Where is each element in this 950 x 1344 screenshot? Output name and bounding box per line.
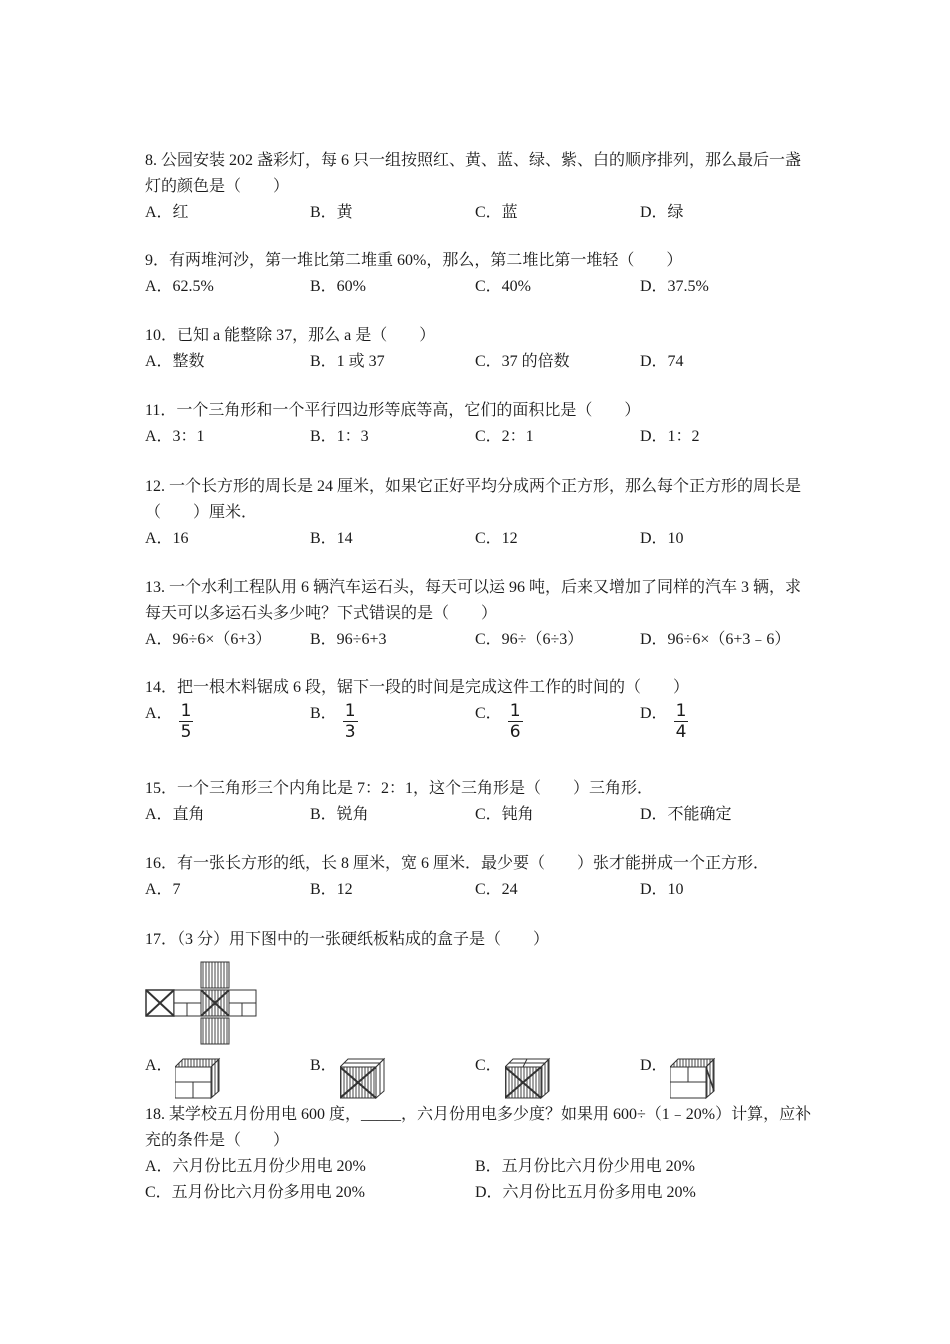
- option-a[interactable]: A．7: [145, 881, 181, 898]
- option-letter: D．: [640, 705, 668, 722]
- question-stem: 17．（3 分）用下图中的一张硬纸板粘成的盒子是（ ）: [145, 931, 550, 948]
- option-d[interactable]: D．37.5%: [640, 278, 709, 295]
- fraction: [508, 701, 523, 742]
- question-stem: 11．一个三角形和一个平行四边形等底等高，它们的面积比是（ ）: [145, 402, 641, 419]
- fraction: [343, 701, 358, 742]
- question-15: [145, 776, 815, 828]
- option-a[interactable]: A．96÷6×（6+3）: [145, 631, 272, 648]
- question-14: [145, 675, 815, 751]
- option-c[interactable]: C．40%: [475, 278, 532, 295]
- option-b[interactable]: [310, 1055, 337, 1077]
- option-a[interactable]: A．直角: [145, 806, 205, 823]
- option-a[interactable]: A．16: [145, 530, 189, 547]
- option-d[interactable]: D．绿: [640, 204, 684, 221]
- options-row: [145, 627, 815, 653]
- option-a[interactable]: A．62.5%: [145, 278, 214, 295]
- option-a[interactable]: [145, 1055, 173, 1077]
- options-row: [145, 1055, 815, 1101]
- question-stem: 12. 一个长方形的周长是 24 厘米，如果它正好平均分成两个正方形，那么每个正方形的周长是（ ）厘米．: [145, 478, 802, 521]
- fraction-numerator: 1: [344, 701, 356, 721]
- option-c[interactable]: C．24: [475, 881, 518, 898]
- question-10: [145, 323, 815, 375]
- option-a[interactable]: [145, 701, 193, 742]
- question-stem: 16．有一张长方形的纸，长 8 厘米，宽 6 厘米．最少要（ ）张才能拼成一个正方形．: [145, 855, 770, 872]
- cube-a-icon: [175, 1057, 221, 1099]
- cube-d-icon: [670, 1057, 716, 1099]
- options-row: [145, 802, 815, 828]
- options-row: [145, 877, 815, 903]
- fraction-numerator: 1: [675, 701, 687, 721]
- fraction-numerator: 1: [509, 701, 521, 721]
- option-b[interactable]: B．黄: [310, 204, 353, 221]
- option-c[interactable]: [475, 1055, 502, 1077]
- options-row: [145, 701, 815, 751]
- option-letter: B．: [310, 1057, 337, 1074]
- option-c[interactable]: C．蓝: [475, 204, 518, 221]
- fraction-denominator: 5: [180, 722, 192, 742]
- option-b[interactable]: B．1：3: [310, 428, 369, 445]
- question-stem: 15．一个三角形三个内角比是 7：2：1，这个三角形是（ ）三角形．: [145, 780, 654, 797]
- option-b[interactable]: [310, 701, 358, 742]
- options-row: [145, 200, 815, 226]
- option-c[interactable]: C．钝角: [475, 806, 534, 823]
- option-c[interactable]: [475, 701, 523, 742]
- question-13: [145, 575, 815, 653]
- question-17: [145, 927, 815, 953]
- option-b[interactable]: B．96÷6+3: [310, 631, 387, 648]
- option-letter: B．: [310, 705, 337, 722]
- option-a[interactable]: A．六月份比五月份少用电 20%: [145, 1158, 366, 1175]
- option-d[interactable]: D．10: [640, 530, 684, 547]
- options-row: [145, 1180, 815, 1206]
- question-stem: 8. 公园安装 202 盏彩灯，每 6 只一组按照红、黄、蓝、绿、紫、白的顺序排列，那么最后一盏灯的颜色是（ ）: [145, 152, 802, 195]
- cube-b-icon: [340, 1057, 386, 1099]
- option-letter: A．: [145, 705, 173, 722]
- question-stem: 9．有两堆河沙，第一堆比第二堆重 60%，那么，第二堆比第一堆轻（ ）: [145, 252, 683, 269]
- option-a[interactable]: A．红: [145, 204, 189, 221]
- option-d[interactable]: [640, 1055, 668, 1077]
- option-c[interactable]: C．五月份比六月份多用电 20%: [145, 1184, 366, 1201]
- question-12: [145, 474, 815, 552]
- fraction-denominator: 6: [509, 722, 521, 742]
- question-stem: 18. 某学校五月份用电 600 度，_____，六月份用电多少度？如果用 600÷（1﹣20%）计算，应补充的条件是（ ）: [145, 1106, 812, 1149]
- question-11: [145, 398, 815, 450]
- option-c[interactable]: C．12: [475, 530, 518, 547]
- option-b[interactable]: B．1 或 37: [310, 353, 385, 370]
- option-c[interactable]: C．37 的倍数: [475, 353, 570, 370]
- option-a[interactable]: A．3：1: [145, 428, 205, 445]
- options-row: [145, 526, 815, 552]
- option-d[interactable]: D．74: [640, 353, 684, 370]
- fraction-denominator: 4: [675, 722, 687, 742]
- question-stem: 13. 一个水利工程队用 6 辆汽车运石头，每天可以运 96 吨，后来又增加了同样的汽车 3 辆，求每天可以多运石头多少吨？下式错误的是（ ）: [145, 579, 802, 622]
- box-net-figure: [145, 960, 257, 1046]
- option-c[interactable]: C．96÷（6÷3）: [475, 631, 584, 648]
- question-16: [145, 851, 815, 903]
- question-stem: 14．把一根木料锯成 6 段，锯下一段的时间是完成这件工作的时间的（ ）: [145, 679, 690, 696]
- option-d[interactable]: D．10: [640, 881, 684, 898]
- question-8: [145, 148, 815, 226]
- option-letter: C．: [475, 1057, 502, 1074]
- option-a[interactable]: A．整数: [145, 353, 205, 370]
- option-d[interactable]: D．1：2: [640, 428, 700, 445]
- option-d[interactable]: D．96÷6×（6+3﹣6）: [640, 631, 791, 648]
- option-b[interactable]: B．五月份比六月份少用电 20%: [475, 1158, 696, 1175]
- question-9: [145, 248, 815, 300]
- fraction-denominator: 3: [344, 722, 356, 742]
- options-row: [145, 1154, 815, 1180]
- fraction: [179, 701, 194, 742]
- option-d[interactable]: D．不能确定: [640, 806, 732, 823]
- option-letter: A．: [145, 1057, 173, 1074]
- option-d[interactable]: [640, 701, 688, 742]
- option-c[interactable]: C．2：1: [475, 428, 534, 445]
- option-b[interactable]: B．锐角: [310, 806, 369, 823]
- options-row: [145, 349, 815, 375]
- option-d[interactable]: D．六月份比五月份多用电 20%: [475, 1184, 696, 1201]
- fraction: [674, 701, 689, 742]
- fraction-numerator: 1: [180, 701, 192, 721]
- cube-c-icon: [505, 1057, 551, 1099]
- options-row: [145, 274, 815, 300]
- option-b[interactable]: B．60%: [310, 278, 367, 295]
- option-b[interactable]: B．14: [310, 530, 353, 547]
- option-b[interactable]: B．12: [310, 881, 353, 898]
- question-18: [145, 1102, 815, 1206]
- question-stem: 10．已知 a 能整除 37，那么 a 是（ ）: [145, 327, 436, 344]
- option-letter: D．: [640, 1057, 668, 1074]
- box-net-drawing: [145, 960, 257, 1046]
- options-row: [145, 424, 815, 450]
- option-letter: C．: [475, 705, 502, 722]
